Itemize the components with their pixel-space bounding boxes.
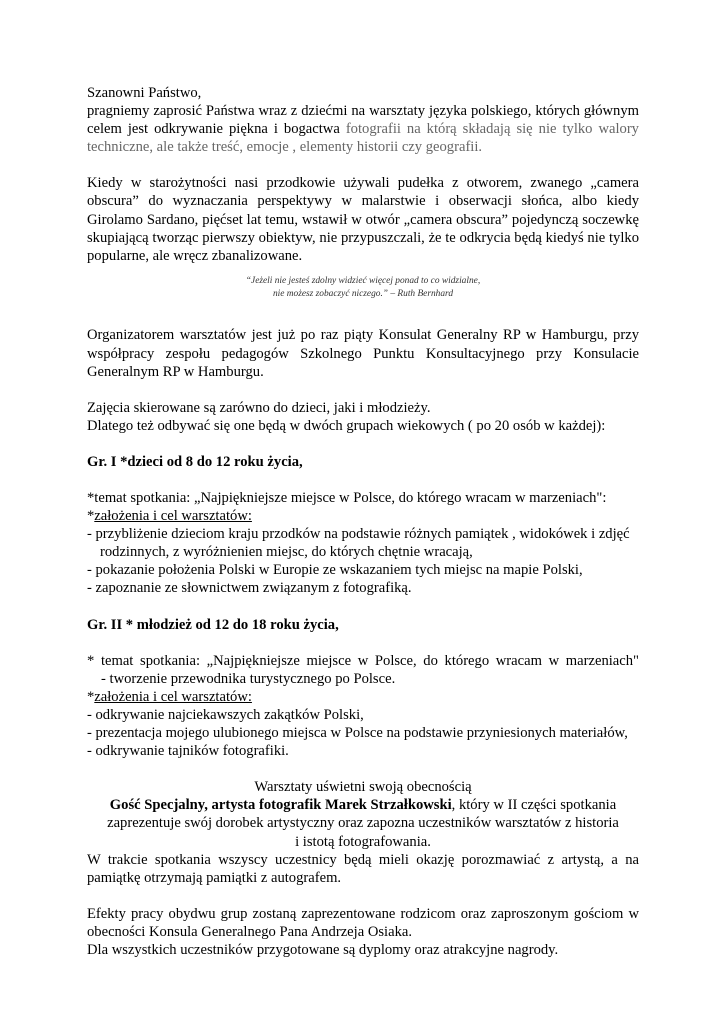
history-paragraph: Kiedy w starożytności nasi przodkowie używali pudełka z otworem, zwanego „camera obscura” do wyznaczania perspektywy w malarstwie i obserwacji słońca, albo kiedy Girolamo Sardano, pięćset lat temu, wstawił w otwór „camera obscura” pojedynczą soczewkę skupiającą tworząc pierwszy obiektyw, nie przypuszczali, że te odkrycia będą kiedyś nie tylko popularne, ale wręcz zbanalizowane. (87, 175, 639, 264)
audience-line-2: Dlatego też odbywać się one będą w dwóch grupach wiekowych ( po 20 osób w każdej): (87, 417, 606, 434)
guest-line-1: Warsztaty uświetni swoją obecnością (254, 779, 472, 796)
group2-goals-label (87, 688, 639, 706)
guest-line-3: zaprezentuje swój dorobek artystyczny oraz zapozna uczestników warsztatów z historia (107, 815, 619, 832)
guest-name-bold: Gość Specjalny, artysta fotografik Marek Strzałkowski (109, 797, 452, 814)
group1-goals-text: założenia i cel warsztatów: (94, 508, 252, 525)
organizer-paragraph: Organizatorem warsztatów jest już po raz piąty Konsulat Generalny RP w Hamburgu, przy współpracy zespołu pedagogów Szkolnego Punktu Konsultacyjnego przy Konsulacie Generalnym RP w Hamburgu. (87, 327, 639, 380)
group1-heading: Gr. I *dzieci od 8 do 12 roku życia, (87, 453, 303, 470)
quote-line-2: nie możesz zobaczyć niczego.” – Ruth Bernhard (272, 288, 454, 299)
group1-item-3: - zapoznanie ze słownictwem związanym z fotografiką. (87, 580, 412, 597)
group2-topic: * temat spotkania: „Najpiękniejsze miejsce w Polsce, do którego wracam w marzeniach" (87, 652, 639, 669)
group2-goals-prefix: * (87, 688, 95, 705)
group2-goals-text: założenia i cel warsztatów: (94, 688, 252, 705)
group1-topic: *temat spotkania: „Najpiękniejsze miejsce w Polsce, do którego wracam w marzeniach": (87, 490, 607, 506)
group2-heading: Gr. II * młodzież od 12 do 18 roku życia, (87, 616, 339, 633)
group1-item-1: - przybliżenie dzieciom kraju przodków na podstawie różnych pamiątek , widokówek i zdjęć rodzinnych, z wyróżnienien miejsc, do których chętnie wracają, (87, 526, 630, 561)
group1-item-2: - pokazanie położenia Polski w Europie ze wskazaniem tych miejsc na mapie Polski, (87, 562, 583, 579)
guest-block (87, 778, 639, 850)
group2-topic-sub: - tworzenie przewodnika turystycznego po Polsce. (101, 670, 396, 687)
intro-text-gray: fotografii na którą składają się nie tylko walory techniczne, ale także treść, emocje , elementy historii czy geografii. (87, 121, 639, 156)
quote-line-1: “Jeżeli nie jesteś zdolny widzieć więcej ponad to co widzialne, (245, 275, 481, 286)
closing-line: Dla wszystkich uczestników przygotowane są dyplomy oraz atrakcyjne nagrody. (87, 941, 559, 958)
intro-paragraph (87, 102, 639, 156)
greeting: Szanowni Państwo, (87, 85, 202, 101)
quote-block (87, 275, 639, 301)
guest-line-4: i istotą fotografowania. (295, 833, 431, 850)
group1-goals-prefix: * (87, 508, 95, 525)
audience-line-1: Zajęcia skierowane są zarówno do dzieci, jaki i młodzieży. (87, 399, 431, 416)
guest-line-2 (87, 796, 639, 814)
guest-line-2-rest: , który w II części spotkania (451, 797, 617, 814)
group2-item-3: - odkrywanie tajników fotografiki. (87, 743, 289, 760)
meeting-paragraph: W trakcie spotkania wszyscy uczestnicy będą mieli okazję porozmawiać z artystą, a na pamiątkę otrzymają pamiątki z autografem. (87, 851, 639, 886)
invitation-letter (87, 84, 639, 959)
group1-goals-label (87, 507, 639, 525)
effects-paragraph: Efekty pracy obydwu grup zostaną zaprezentowane rodzicom oraz zaproszonym gościom w obecności Konsula Generalnego Pana Andrzeja Osiaka. (87, 905, 639, 940)
group2-item-1: - odkrywanie najciekawszych zakątków Polski, (87, 706, 364, 723)
group2-item-2: - prezentacja mojego ulubionego miejsca w Polsce na podstawie przyniesionych materiałów, (87, 725, 628, 742)
intro-text: pragniemy zaprosić Państwa wraz z dziećmi na warsztaty języka polskiego, których głównym celem jest odkrywanie piękna i bogactwa (87, 103, 639, 138)
